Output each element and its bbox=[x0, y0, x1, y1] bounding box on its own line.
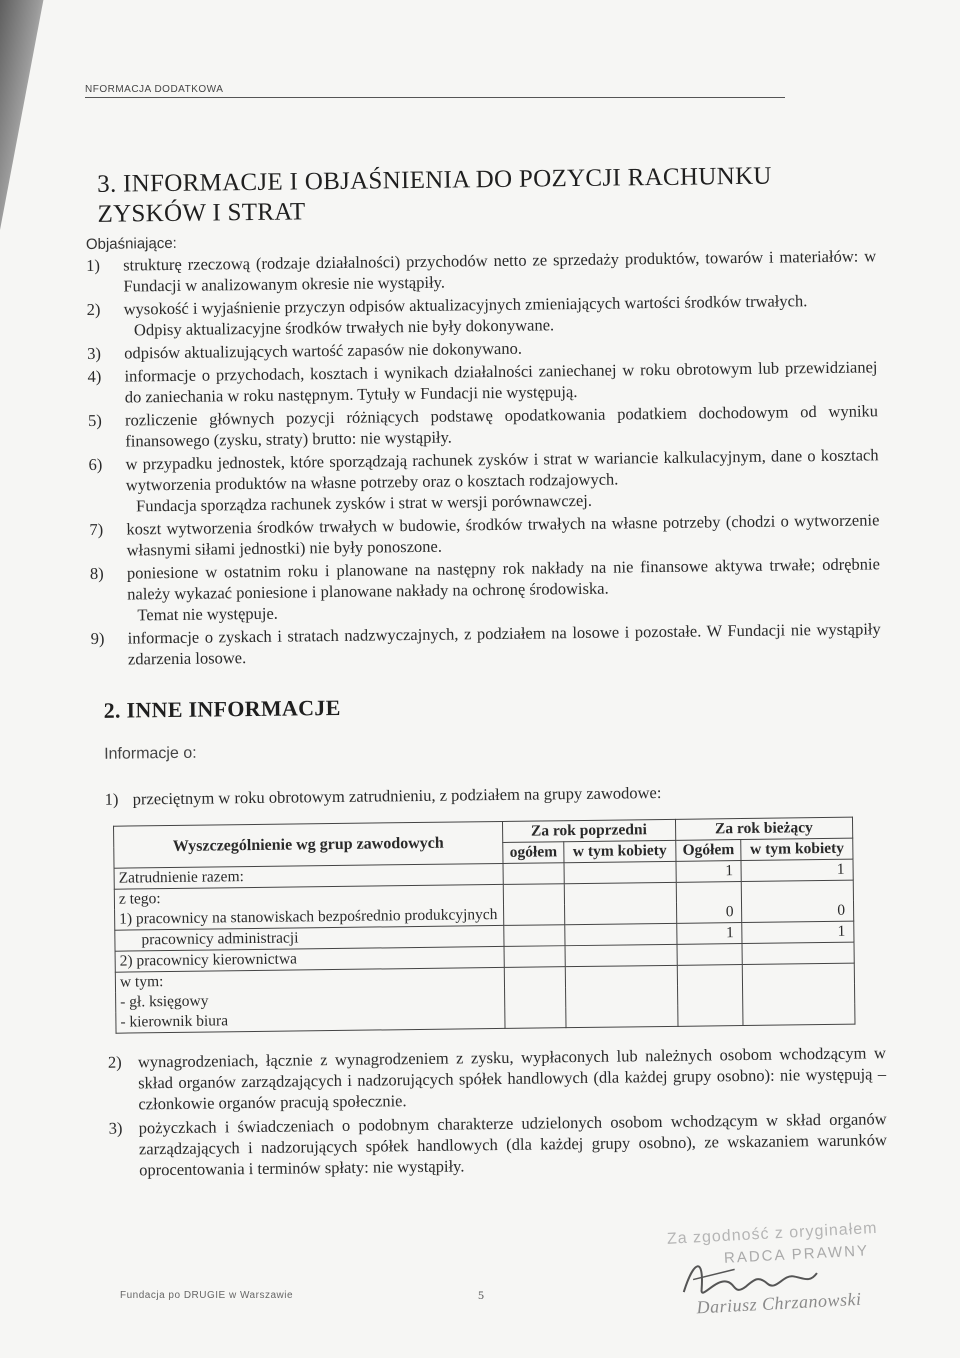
table-header-curr-total: Ogółem bbox=[675, 840, 741, 862]
table-row: w tym: bbox=[115, 963, 854, 993]
list-item: 5) rozliczenie głównych pozycji różniących podstawę opodatkowania podatkiem dochodowym od wyniku finansowego (zysku, straty) brutto: nie wystąpiły. bbox=[87, 401, 879, 451]
section-2-title: 2. INNE INFORMACJE bbox=[103, 694, 341, 723]
table-row: pracownicy administracji 1 1 bbox=[115, 921, 854, 951]
list-item: 2) wynagrodzeniach, łącznie z wynagrodzeniem z zysku, wypłaconych lub należnych osobom wchodzącym w skład organów zarządzających i nadzorujących spółek handlowych (dla każdej grupy osobno): nie występują – członkowie organów pracują społecznie. bbox=[107, 1043, 887, 1114]
running-header: NFORMACJA DODATKOWA bbox=[85, 84, 224, 95]
list-item: 8) poniesione w ostatnim roku i planowane na następny rok nakłady na nie finansowe aktywa trwałe; odrębnie należy wykazać poniesione i planowane nakłady na ochronę środowiska. Temat nie występuje. bbox=[89, 554, 880, 625]
scan-shadow bbox=[0, 0, 70, 230]
section-3-intro: Objaśniające: bbox=[85, 234, 177, 253]
table-row: 2) pracownicy kierownictwa bbox=[115, 942, 854, 972]
table-header-curr-women: w tym kobiety bbox=[741, 838, 853, 860]
stamp-name: Dariusz Chrzanowski bbox=[696, 1288, 862, 1318]
table-header-prev-year: Za rok poprzedni bbox=[502, 819, 675, 842]
table-row: 1) pracownicy na stanowiskach bezpośrednio produkcyjnych 0 0 bbox=[115, 901, 854, 931]
main-content bbox=[85, 160, 887, 1184]
table-header-category: Wyszczególnienie wg grup zawodowych bbox=[114, 821, 503, 868]
stamp-certification-text: Za zgodność z oryginałem bbox=[666, 1219, 878, 1248]
employment-point: 1) przeciętnym w roku obrotowym zatrudnieniu, z podziałem na grupy zawodowe: bbox=[104, 783, 662, 809]
section-3-title: 3. INFORMACJE I OBJAŚNIENIA DO POZYCJI RACHUNKU ZYSKÓW I STRAT bbox=[97, 162, 772, 228]
table-row: - gł. księgowy bbox=[116, 984, 855, 1013]
list-item: 1) strukturę rzeczową (rodzaje działalności) przychodów netto ze sprzedaży produktów, towarów i materiałów: w Fundacji w analizowanym okresie nie wystąpiły. bbox=[86, 246, 877, 296]
table-header-prev-women: w tym kobiety bbox=[564, 840, 676, 862]
footer-text: Fundacja po DRUGIE w Warszawie bbox=[120, 1290, 294, 1301]
header-rule bbox=[85, 97, 785, 98]
list-item: 3) odpisów aktualizujących wartość zapasów nie dokonywano. bbox=[87, 338, 523, 363]
list-item: 6) w przypadku jednostek, które sporządzają rachunek zysków i strat w wariancie kalkulacyjnym, dane o kosztach wytworzenia produktów na własne potrzeby oraz o kosztach rodzajowych. Fundacja sporządza rachunek zysków i strat w wersji porównawczej. bbox=[88, 445, 879, 516]
table-row: Zatrudnienie razem: 1 1 bbox=[114, 859, 853, 889]
list-item: 3) pożyczkach i świadczeniach o podobnym charakterze udzielonych osobom wchodzącym w skład organów zarządzających i nadzorujących spółek handlowych (dla każdej grupy osobno), ze wskazaniem warunków oprocentowania i terminów spłaty: nie wystąpiły. bbox=[108, 1109, 888, 1180]
table-row: - kierownik biura bbox=[116, 1004, 855, 1034]
page-number: 5 bbox=[478, 1288, 484, 1302]
list-item: 2) wysokość i wyjaśnienie przyczyn odpisów aktualizacyjnych zmieniających wartości środków trwałych. Odpisy aktualizacyjne środków trwałych nie były dokonywane. bbox=[87, 289, 877, 341]
certification-stamp bbox=[663, 1219, 898, 1331]
list-item-note: Fundacja sporządza rachunek zysków i strat w wersji porównawczej. bbox=[135, 490, 593, 516]
table-header-prev-total: ogółem bbox=[503, 842, 564, 864]
list-item: 7) koszt wytworzenia środków trwałych w budowie, środków trwałych na własne potrzeby (chodzi o wytworzenie własnymi siłami jednostki) nie były ponoszone. bbox=[89, 510, 880, 560]
section-3-list bbox=[86, 245, 881, 670]
stamp-title: RADCA PRAWNY bbox=[723, 1242, 870, 1267]
employment-table bbox=[113, 817, 855, 1034]
table-header-curr-year: Za rok bieżący bbox=[675, 817, 853, 840]
section-2-list bbox=[108, 1042, 888, 1180]
list-item: 4) informacje o przychodach, kosztach i wynikach działalności zaniechanej w roku obrotowym lub przewidzianej do zaniechania w roku następnym. Tytuły w Fundacji nie występują. bbox=[87, 357, 878, 407]
table-row: z tego: bbox=[114, 880, 853, 910]
list-item-note: Temat nie występuje. bbox=[137, 603, 278, 625]
list-item: 9) informacje o zyskach i stratach nadzwyczajnych, z podziałem na losowe i pozostałe. W Fundacji nie wystąpiły zdarzenia losowe. bbox=[90, 619, 881, 669]
list-item-note: Odpisy aktualizacyjne środków trwałych nie były dokonywane. bbox=[133, 315, 555, 340]
section-2-intro: Informacje o: bbox=[104, 744, 197, 763]
